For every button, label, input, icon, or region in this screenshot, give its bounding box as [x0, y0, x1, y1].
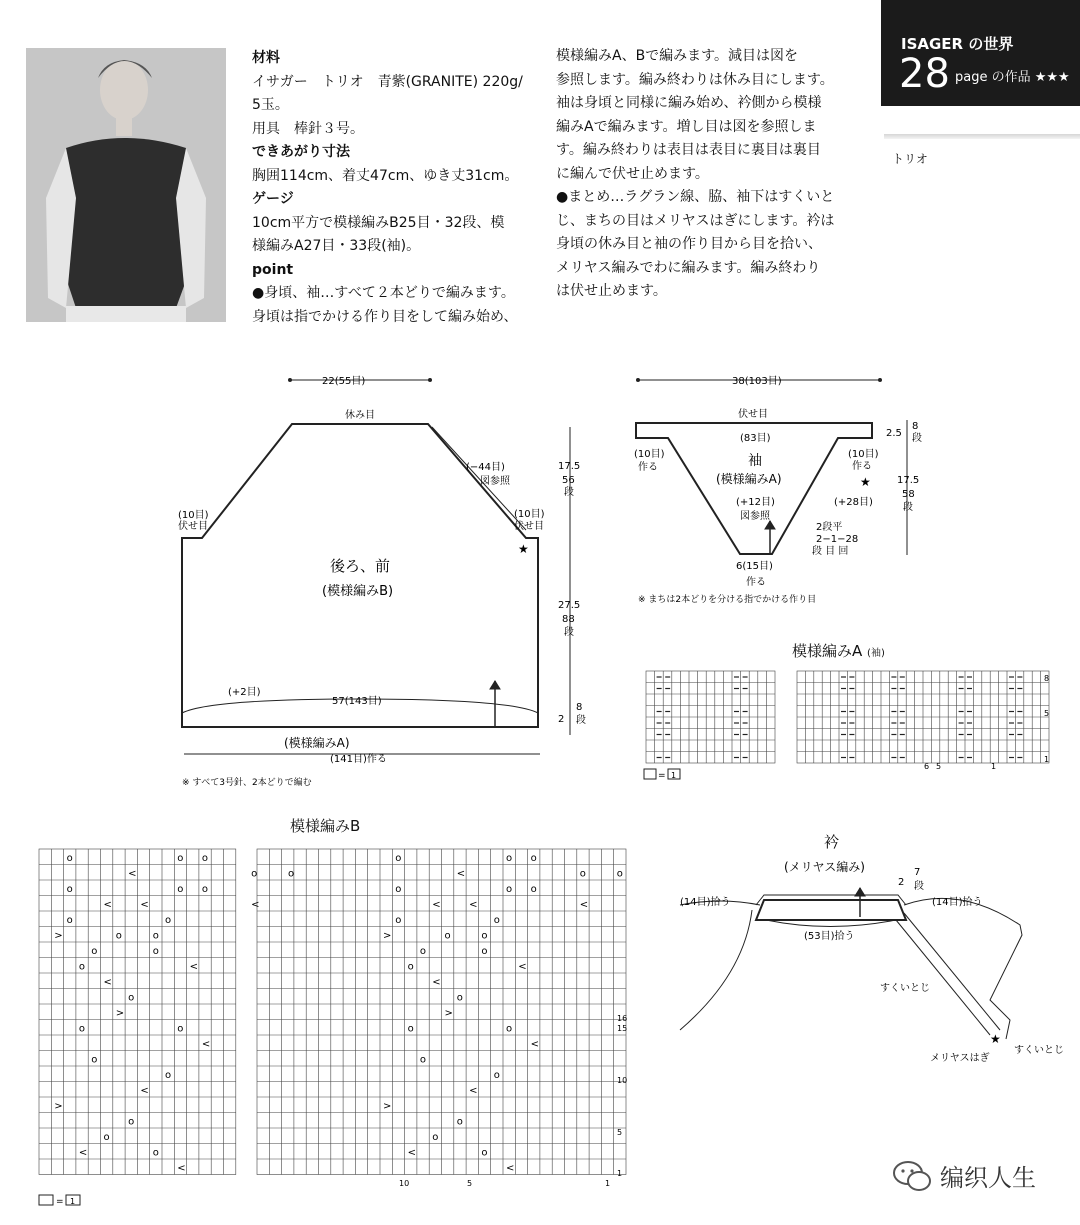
- chart-a-row-label: 5: [1044, 709, 1050, 718]
- yarn-over-symbol: o: [103, 1132, 110, 1143]
- raglan-dec: (−44目): [466, 462, 505, 473]
- sleeve-star: ★: [860, 475, 871, 489]
- yarn-over-symbol: o: [407, 1023, 414, 1035]
- sleeve-see: 図参照: [740, 511, 770, 522]
- yarn-over-symbol: o: [78, 961, 86, 973]
- decrease-symbol: <: [251, 899, 260, 911]
- yarn-over-symbol: o: [66, 884, 73, 895]
- yarn-over-symbol: o: [78, 1023, 86, 1035]
- decrease-symbol: <: [201, 1039, 211, 1050]
- hem-width: 57(143目): [332, 696, 382, 707]
- yarn-over-symbol: o: [456, 992, 463, 1004]
- instruction-line: できあがり寸法: [252, 144, 350, 160]
- legend-value: 1: [70, 1197, 76, 1206]
- yarn-over-symbol: o: [493, 915, 500, 926]
- collar-left-pick: (14目)拾う: [680, 897, 731, 908]
- instruction-line: 様編みA27目・33段(袖)。: [252, 238, 421, 254]
- decrease-symbol: <: [432, 899, 441, 911]
- yarn-over-symbol: o: [616, 868, 623, 880]
- instruction-line: に編んで伏せ止めます。: [556, 165, 709, 182]
- decrease-symbol: >: [383, 930, 392, 942]
- sleeve-bottom-make: 作る: [746, 577, 766, 588]
- yarn-over-symbol: o: [506, 884, 513, 895]
- collar-graft: メリヤスはぎ: [930, 1053, 990, 1064]
- yarn-over-symbol: o: [530, 853, 537, 864]
- yarn-over-symbol: o: [481, 946, 488, 957]
- decrease-symbol: <: [103, 899, 112, 911]
- legend-equals: =: [56, 1197, 64, 1207]
- decrease-symbol: <: [469, 899, 478, 911]
- sleeve-right-co: (10目): [848, 449, 879, 460]
- yarn-over-symbol: o: [506, 853, 513, 864]
- instruction-line: 10cm平方で模様編みB25目・32段、模: [252, 214, 505, 231]
- collar-title: 衿: [824, 833, 840, 851]
- sleeve-note: ※ まちは2本どりを分ける指でかける作り目: [638, 595, 817, 605]
- body-subtitle: (模様編みB): [322, 584, 394, 599]
- top-width: 22(55目): [322, 376, 366, 387]
- yarn-over-symbol: o: [152, 1147, 159, 1159]
- legend-blank-cell: [644, 769, 656, 779]
- collar-seam2: すくいとじ: [1014, 1045, 1064, 1056]
- yarn-over-symbol: o: [165, 915, 172, 926]
- right-bind: (10目): [514, 509, 545, 520]
- yarn-over-symbol: o: [432, 1132, 439, 1143]
- star-mark: ★: [518, 542, 529, 556]
- chart-a-row-label: 8: [1044, 674, 1050, 683]
- yarn-over-symbol: o: [165, 1070, 172, 1081]
- yarn-over-symbol: o: [91, 946, 98, 957]
- rows-mid-unit: 段: [564, 627, 574, 638]
- yarn-over-symbol: o: [506, 1023, 513, 1035]
- instructions-col1: [252, 47, 542, 329]
- sleeve-diagram: [620, 365, 920, 610]
- decrease-symbol: >: [54, 930, 63, 942]
- chart-b-col-label: 10: [399, 1179, 410, 1188]
- height-top: 17.5: [558, 461, 581, 472]
- collar-subtitle: (メリヤス編み): [784, 860, 865, 874]
- body-title: 後ろ、前: [330, 557, 391, 575]
- decrease-symbol: >: [383, 1101, 392, 1112]
- yarn-over-symbol: o: [481, 930, 488, 942]
- instruction-line: 用具 棒針３号。: [252, 120, 364, 137]
- decrease-symbol: >: [444, 1008, 453, 1019]
- series-header: [881, 0, 1080, 106]
- yarn-over-symbol: o: [177, 884, 184, 895]
- chart-a-title-suffix: (袖): [867, 648, 885, 659]
- rows-top-unit: 段: [564, 487, 574, 498]
- yarn-over-symbol: o: [419, 1054, 427, 1066]
- collar-right-pick: (14目)拾う: [932, 897, 983, 908]
- yarn-over-symbol: o: [481, 1147, 488, 1159]
- legend-blank-cell: [39, 1195, 53, 1205]
- chart-b-row-label: 16: [617, 1014, 628, 1023]
- rows-top: 56: [562, 475, 575, 486]
- instruction-line: ●まとめ…ラグラン線、脇、袖下はすくいと: [556, 189, 835, 205]
- chart-b-row-label: 15: [617, 1024, 628, 1033]
- rows-mid: 88: [562, 614, 575, 625]
- model-photo: [26, 48, 226, 322]
- instruction-line: 胸囲114cm、着丈47cm、ゆき丈31cm。: [252, 167, 519, 184]
- raglan-guide: [432, 427, 526, 530]
- decrease-symbol: <: [530, 1039, 539, 1050]
- collar-rows-unit: 段: [914, 881, 924, 892]
- legend-equals: =: [658, 771, 666, 781]
- chart-b-row-label: 10: [617, 1076, 628, 1085]
- hem-pattern: (模様編みA): [284, 736, 350, 750]
- wechat-icon: [892, 1159, 932, 1193]
- yarn-over-symbol: o: [456, 1116, 463, 1128]
- sleeve-height-top: 2.5: [886, 428, 902, 439]
- chart-a-row-label: 1: [1044, 755, 1050, 764]
- collar-diagram: [660, 825, 1080, 1070]
- raglan-see: 図参照: [480, 476, 510, 487]
- yarn-over-symbol: o: [66, 915, 73, 926]
- sleeve-rows-main-unit: 段: [903, 502, 913, 513]
- chart-b-col-label: 1: [605, 1179, 611, 1188]
- chart-b-grid: [35, 845, 640, 1220]
- decrease-symbol: <: [140, 1085, 149, 1097]
- yarn-over-symbol: o: [288, 868, 295, 880]
- yarn-tag: トリオ: [892, 152, 928, 166]
- instruction-line: 袖は身頃と同様に編み始め、衿側から模様: [556, 95, 822, 111]
- sleeve-bind: 伏せ目: [738, 409, 768, 420]
- header-divider: [884, 134, 1080, 139]
- instruction-line: 5玉。: [252, 97, 289, 113]
- yarn-over-symbol: o: [395, 884, 402, 895]
- instruction-line: す。編み終わりは表目は表目に裏目は裏目: [556, 142, 821, 158]
- chart-a-title: [792, 640, 885, 661]
- chart-a-col-label: 6: [924, 762, 930, 771]
- yarn-over-symbol: o: [530, 884, 537, 895]
- instruction-line: 身頃の休み目と袖の作り目から目を拾い、: [556, 236, 822, 252]
- decrease-symbol: <: [189, 961, 198, 973]
- chart-a-grid: [640, 665, 1060, 785]
- cast-on: (141目)作る: [330, 754, 387, 765]
- decrease-symbol: <: [506, 1163, 515, 1174]
- body-note: ※ すべて3号針、2本どりで編む: [182, 778, 312, 788]
- decrease-symbol: <: [140, 899, 149, 911]
- yarn-over-symbol: o: [128, 992, 135, 1004]
- collar-star: ★: [990, 1032, 1001, 1046]
- decrease-symbol: <: [518, 961, 527, 973]
- instruction-line: point: [252, 261, 294, 278]
- hem-plus: (+2目): [228, 687, 261, 698]
- collar-height: 2: [898, 877, 905, 888]
- sleeve-inc-rule1: 2段平: [816, 522, 843, 533]
- page-number: 28: [899, 51, 950, 97]
- instruction-line: ●身頃、袖…すべて２本どりで編みます。: [252, 285, 515, 301]
- sleeve-inc-side: (+28目): [834, 497, 873, 508]
- instruction-line: は伏せ止めます。: [556, 283, 667, 299]
- rows-bot-unit: 段: [576, 715, 586, 726]
- left-bind-label: 伏せ目: [178, 521, 208, 532]
- yarn-over-symbol: o: [152, 930, 159, 942]
- yarn-over-symbol: o: [444, 930, 451, 942]
- instruction-line: 身頃は指でかける作り目をして編み始め、: [252, 308, 518, 325]
- series-title: ISAGER の世界: [901, 35, 1014, 53]
- watermark: [892, 1158, 1036, 1193]
- instruction-line: メリヤス編みでわに編みます。編み終わり: [556, 259, 821, 276]
- decrease-symbol: <: [432, 977, 441, 988]
- chart-a-right-grid: [797, 671, 1049, 763]
- chart-a-col-label: 5: [936, 762, 942, 771]
- sleeve-right-make: 作る: [852, 461, 872, 472]
- collar-seam1: すくいとじ: [880, 983, 930, 994]
- chart-b-row-label: 5: [617, 1128, 623, 1137]
- decrease-symbol: <: [469, 1085, 478, 1097]
- right-bind-label: 伏せ目: [514, 521, 544, 532]
- decrease-symbol: <: [78, 1147, 88, 1159]
- chart-a-title-text: 模様編みA: [792, 642, 863, 660]
- instruction-line: 参照します。編み終わりは休み目にします。: [556, 71, 834, 88]
- sleeve-rows-main: 58: [902, 489, 915, 500]
- chart-a-col-label: 1: [991, 762, 997, 771]
- collar-band: [756, 900, 906, 920]
- chart-b-title: 模様編みB: [290, 817, 361, 835]
- sleeve-inc-rule3: 段 目 回: [812, 546, 849, 557]
- yarn-over-symbol: o: [493, 1070, 500, 1081]
- sleeve-subtitle: (模様編みA): [716, 472, 782, 486]
- yarn-over-symbol: o: [579, 868, 586, 880]
- watermark-label: 编织人生: [940, 1164, 1036, 1192]
- yarn-over-symbol: o: [115, 930, 122, 942]
- decrease-symbol: <: [103, 977, 112, 988]
- yarn-over-symbol: o: [395, 853, 402, 864]
- sleeve-rows-top-unit: 段: [912, 433, 922, 444]
- sleeve-inc-rule2: 2−1−28: [816, 534, 859, 545]
- sleeve-left-co: (10目): [634, 449, 665, 460]
- sleeve-top-width: 38(103目): [732, 376, 782, 387]
- yarn-over-symbol: o: [407, 961, 414, 973]
- instruction-line: じ、まちの目はメリヤスはぎにします。衿は: [556, 212, 835, 229]
- instruction-line: 材料: [252, 50, 280, 66]
- chart-b-left-grid: [39, 849, 236, 1175]
- chart-a-left-grid: [646, 671, 775, 763]
- yarn-over-symbol: o: [177, 853, 184, 864]
- sleeve-title: 袖: [748, 453, 762, 469]
- decrease-symbol: <: [579, 899, 589, 911]
- sleeve-inner: (83目): [740, 433, 771, 444]
- decrease-symbol: <: [128, 868, 137, 880]
- collar-center-pick: (53目)拾う: [804, 931, 855, 942]
- chart-b-row-label: 1: [617, 1169, 623, 1178]
- yarn-over-symbol: o: [251, 868, 258, 880]
- instructions-col2: [556, 45, 846, 304]
- yarn-over-symbol: o: [177, 1023, 184, 1035]
- height-bot: 2: [558, 714, 565, 725]
- body-diagram: [170, 365, 610, 790]
- page-suffix: page の作品 ★★★: [955, 70, 1070, 85]
- sleeve-left-make: 作る: [638, 462, 658, 473]
- yarn-over-symbol: o: [66, 853, 73, 864]
- yarn-over-symbol: o: [128, 1116, 135, 1128]
- yarn-over-symbol: o: [419, 946, 427, 957]
- instruction-line: ゲージ: [252, 191, 294, 207]
- instruction-line: 模様編みA、Bで編みます。減目は図を: [556, 48, 799, 64]
- decrease-symbol: <: [177, 1163, 186, 1174]
- rows-bot: 8: [576, 702, 583, 713]
- height-mid: 27.5: [558, 600, 581, 611]
- decrease-symbol: <: [456, 868, 466, 880]
- yarn-over-symbol: o: [201, 853, 209, 864]
- decrease-symbol: <: [407, 1147, 416, 1159]
- sleeve-inc-center: (+12目): [736, 497, 775, 508]
- yarn-over-symbol: o: [91, 1054, 98, 1066]
- collar-rows: 7: [914, 867, 921, 878]
- decrease-symbol: >: [54, 1101, 63, 1112]
- top-label: 休み目: [345, 410, 375, 421]
- chart-b-col-label: 5: [467, 1179, 473, 1188]
- sleeve-bottom: 6(15目): [736, 561, 773, 572]
- sleeve-height-main: 17.5: [897, 475, 920, 486]
- yarn-over-symbol: o: [395, 915, 402, 926]
- chart-b-right-grid: [257, 849, 626, 1175]
- sleeve-rows-top: 8: [912, 421, 919, 432]
- yarn-over-symbol: o: [152, 946, 159, 957]
- left-bind: (10目): [178, 510, 209, 521]
- decrease-symbol: >: [115, 1008, 125, 1019]
- yarn-over-symbol: o: [201, 884, 209, 895]
- legend-value: 1: [671, 771, 677, 780]
- instruction-line: 編みAで編みます。増し目は図を参照しま: [556, 118, 817, 135]
- instruction-line: イサガー トリオ 青紫(GRANITE) 220g/: [252, 73, 523, 90]
